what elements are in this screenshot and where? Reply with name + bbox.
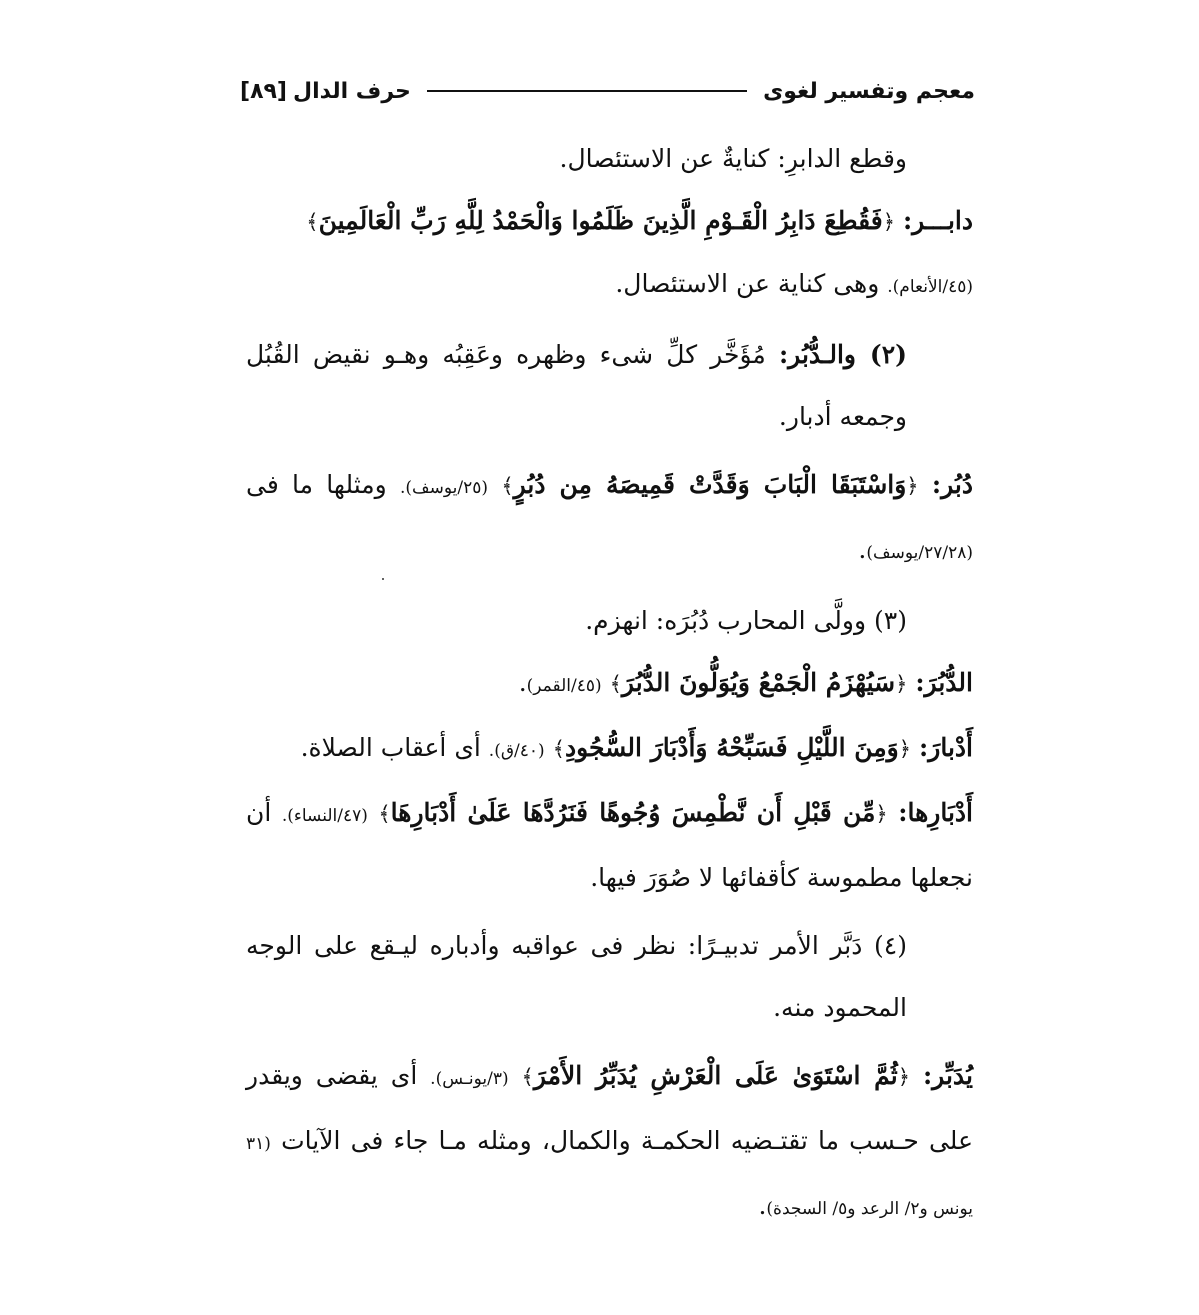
definition-text: وهى كناية عن الاستئصال. [615, 269, 880, 298]
definition-text: أى أعقاب الصلاة. [300, 733, 481, 762]
ornate-bracket-open: ﴿ [895, 672, 908, 696]
definition-text: وولَّى المحارب دُبُرَه: انهزم. [585, 606, 867, 635]
ornate-bracket-close: ﴾ [609, 672, 622, 696]
quran-citation [246, 782, 973, 909]
ornate-bracket-close: ﴾ [306, 210, 319, 234]
definition-text: أن نجعلها مطموسة كأقفائها لا صُوَرَ فيها. [246, 798, 973, 892]
running-header [240, 68, 975, 114]
header-rule [427, 90, 747, 92]
verse-reference: (٤٠/ق). [488, 741, 545, 761]
quran-citation [246, 1045, 973, 1240]
entry-headword: الدُّبُرَ: [915, 668, 973, 697]
definition-text: مُؤَخَّر كلِّ شىء وظهره وعَقِبُه وهـو نقيض القُبُل وجمعه أدبار. [246, 340, 907, 431]
definition-text: دَبَّر الأمر تدبيـرًا: نظر فى عواقبه وأدباره ليـقع على الوجه المحمود منه. [246, 931, 907, 1022]
numbered-sense [246, 324, 973, 448]
verse-reference: (٤٧/النساء). [281, 806, 368, 826]
ornate-bracket-open: ﴿ [875, 802, 888, 826]
sense-headword: (٢) والـدُّبُر: [778, 340, 907, 369]
verse-reference: (٤٥/الأنعام). [887, 277, 973, 297]
section-name: حرف الدال [292, 78, 411, 104]
ornate-bracket-close: ﴾ [552, 737, 565, 761]
verse-reference: (٢٧/٢٨/يوسف) [866, 543, 973, 563]
dictionary-body [246, 128, 973, 1240]
ornate-bracket-close: ﴾ [378, 802, 391, 826]
definition-text: أى يقضى ويقدر على حـسب ما تقتـضيه الحكمـة والكمال، ومثله مـا جاء فى الآيات [246, 1061, 973, 1155]
ornate-bracket-open: ﴿ [906, 474, 919, 498]
verse-text: فَقُطِعَ دَابِرُ الْقَـوْمِ الَّذِينَ ظَلَمُوا وَالْحَمْدُ لِلَّهِ رَبِّ الْعَالَمِينَ [318, 206, 883, 235]
sense-number: (٤) [874, 931, 907, 960]
entry-headword: دابـــر: [902, 206, 973, 235]
entry-headword: أَدْبارَ: [919, 733, 973, 762]
ornate-bracket-open: ﴿ [897, 1065, 911, 1089]
definition-paragraph [246, 128, 973, 190]
ornate-bracket-close: ﴾ [501, 474, 514, 498]
verse-text: وَاسْتَبَقَا الْبَابَ وَقَدَّتْ قَمِيصَهُ مِن دُبُرٍ [513, 470, 907, 499]
quran-citation [246, 190, 973, 253]
verse-text: سَيُهْزَمُ الْجَمْعُ وَيُوَلُّونَ الدُّبُرَ [621, 668, 896, 697]
definition-text: ومثلها ما فى [246, 470, 387, 499]
section-label [240, 79, 411, 104]
verse-reference: (٤٥/القمر) [526, 676, 602, 696]
verse-reference: (٣/يونـس). [430, 1069, 509, 1089]
verse-text: ثُمَّ اسْتَوَىٰ عَلَى الْعَرْشِ يُدَبِّرُ الأَمْرَ [533, 1061, 898, 1090]
definition-paragraph [246, 253, 973, 318]
definition-text: . [518, 668, 527, 697]
quran-citation [246, 454, 973, 584]
sense-number: (٣) [874, 606, 907, 635]
ornate-bracket-open: ﴿ [882, 210, 895, 234]
entry-headword: دُبُر: [931, 470, 973, 499]
verse-text: وَمِنَ اللَّيْلِ فَسَبِّحْهُ وَأَدْبَارَ السُّجُودِ [564, 733, 899, 762]
verse-reference: (٣١ يونس و٢/ الرعد و٥/ السجدة) [246, 1134, 973, 1219]
quran-citation [246, 717, 973, 782]
verse-text: مِّن قَبْلِ أَن نَّطْمِسَ وُجُوهًا فَنَرُدَّهَا عَلَىٰ أَدْبَارِهَا [390, 798, 876, 827]
entry-headword: أَدْبَارِها: [898, 798, 973, 827]
definition-text: وقطع الدابرِ: كنايةٌ عن الاستئصال. [559, 144, 907, 173]
quran-citation [246, 652, 973, 717]
numbered-sense [246, 915, 973, 1039]
numbered-sense [246, 590, 973, 652]
page-number: [٨٩] [240, 78, 287, 104]
ornate-bracket-close: ﴾ [521, 1065, 534, 1089]
verse-reference: (٢٥/يوسف). [400, 478, 489, 498]
entry-headword: يُدَبِّر: [922, 1061, 973, 1090]
ornate-bracket-open: ﴿ [898, 737, 912, 761]
book-title: معجم وتفسير لغوى [763, 78, 975, 104]
definition-text: . [858, 535, 867, 564]
print-speck [382, 578, 384, 580]
definition-text: . [758, 1191, 767, 1220]
